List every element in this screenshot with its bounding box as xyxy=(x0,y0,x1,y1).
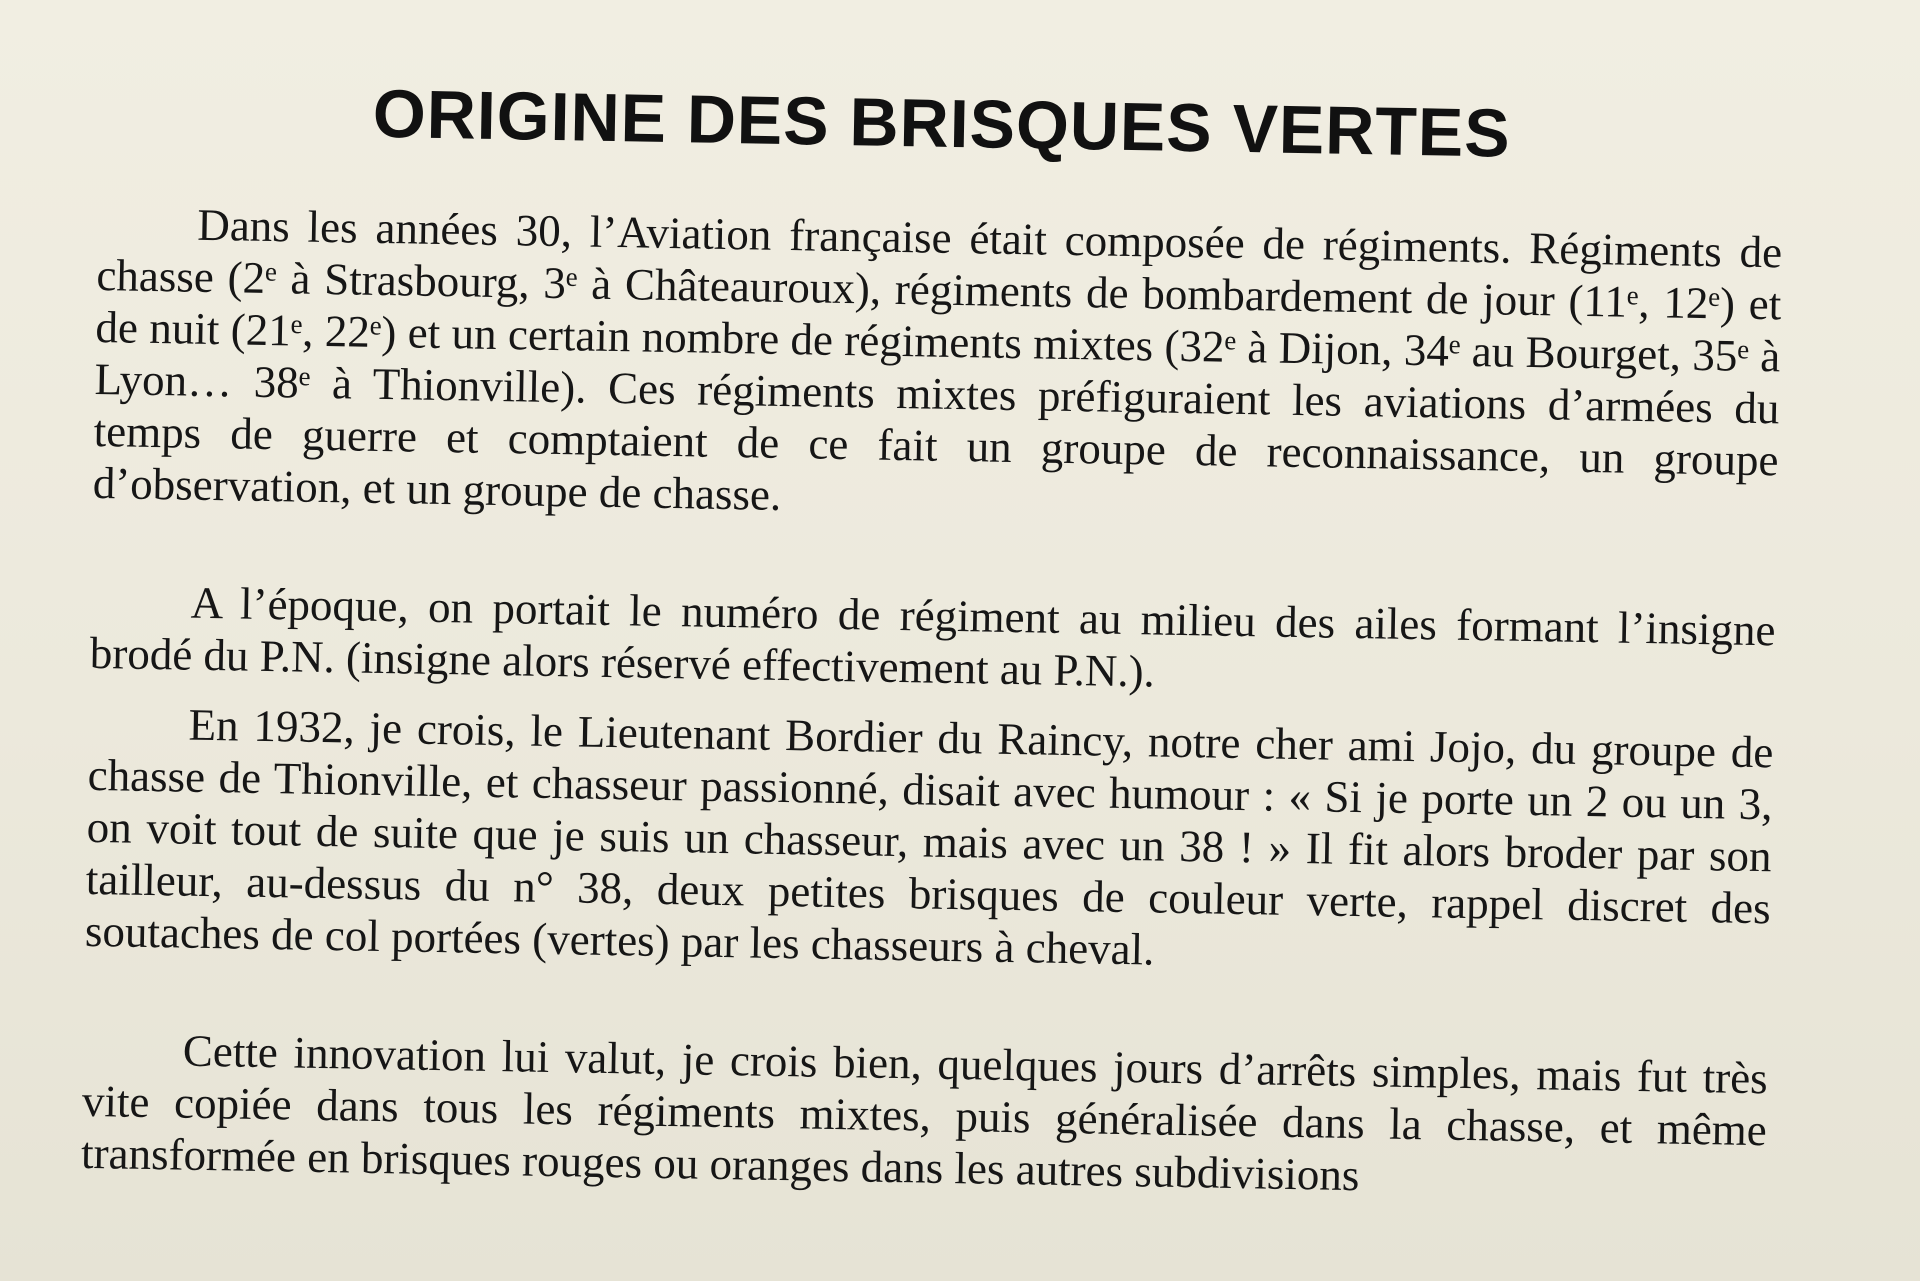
paragraph-2: A l’époque, on portait le numéro de régiment au milieu des ailes formant l’insigne brodé du P.N. (insigne alors réservé effectivement au P.N.). xyxy=(89,577,1776,697)
document-title: ORIGINE DES BRISQUES VERTES xyxy=(372,75,1512,172)
text-block xyxy=(81,72,1785,1208)
paragraph-4: Cette innovation lui valut, je crois bien, quelques jours d’arrêts simples, mais fut très vite copiée dans tous les régiments mixtes, puis généralisée dans la chasse, et même transformée en brisques rouges ou oranges dans les autres subdivisions xyxy=(80,1025,1769,1200)
paragraph-3: En 1932, je crois, le Lieutenant Bordier du Raincy, notre cher ami Jojo, du groupe de chasse de Thionville, et chasseur passionné, disait avec humour : « Si je porte un 2 ou un 3, on voit tout de suite que je suis un chasseur, mais avec un 38 ! » Il fit alors broder par son tailleur, au-dessus du n° 38, deux petites brisques de couleur verte, rappel discret des soutaches de col portées (vertes) par les chasseurs à cheval. xyxy=(84,699,1774,975)
paragraph-1: Dans les années 30, l’Aviation française était composée de régiments. Régiments de chasse (2ᵉ à Strasbourg, 3ᵉ à Châteauroux), régiments de bombardement de jour (11ᵉ, 12ᵉ) et de nuit (21ᵉ, 22ᵉ) et un certain nombre de régiments mixtes (32ᵉ à Dijon, 34ᵉ au Bourget, 35ᵉ à Lyon… 38ᵉ à Thionville). Ces régiments mixtes préfiguraient les aviations d’armées du temps de guerre et comptaient de ce fait un groupe de reconnaissance, un groupe d’observation, et un groupe de chasse. xyxy=(92,199,1783,520)
